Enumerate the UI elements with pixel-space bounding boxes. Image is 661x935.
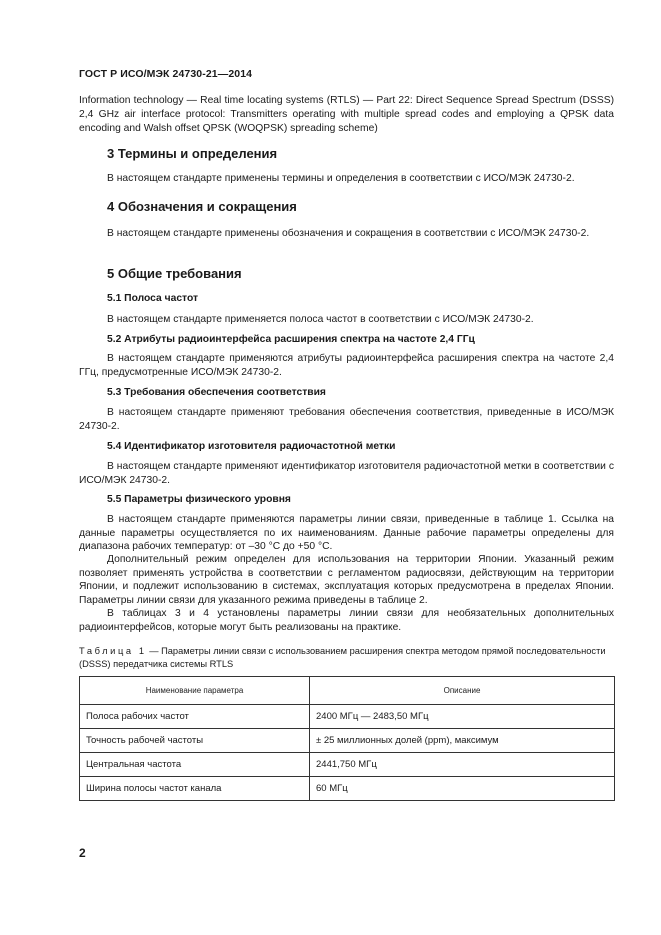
section-4-title: 4 Обозначения и сокращения [107, 199, 297, 214]
table-1-caption-text: — Параметры линии связи с использованием расширения спектра методом прямой последовательности (DSSS) передатчика системы RTLS [79, 646, 606, 669]
section-3-title: 3 Термины и определения [107, 146, 278, 161]
table-cell-parameter: Центральная частота [80, 753, 310, 777]
section-4-text: В настоящем стандарте применены обозначения и сокращения в соответствии с ИСО/МЭК 24730-2. [107, 228, 590, 239]
standard-header: ГОСТ Р ИСО/МЭК 24730-21—2014 [79, 68, 253, 80]
table-cell-parameter: Полоса рабочих частот [80, 705, 310, 729]
table-cell-description: 60 МГц [310, 777, 615, 801]
section-5-3-title: 5.3 Требования обеспечения соответствия [107, 387, 326, 398]
table-1-caption [79, 645, 614, 671]
section-5-1-text: В настоящем стандарте применяется полоса частот в соответствии с ИСО/МЭК 24730-2. [107, 314, 534, 325]
section-3-text: В настоящем стандарте применены термины и определения в соответствии с ИСО/МЭК 24730-2. [107, 173, 575, 184]
table-row [80, 777, 615, 801]
section-5-4-text: В настоящем стандарте применяют идентификатор изготовителя радиочастотной метки в соответствии с ИСО/МЭК 24730-2. [79, 461, 614, 486]
section-5-2-text: В настоящем стандарте применяются атрибуты радиоинтерфейса расширения спектра на частоте 2,4 ГГц, предусмотренные ИСО/МЭК 24730-2. [79, 353, 614, 378]
table-cell-description: 2441,750 МГц [310, 753, 615, 777]
table-cell-description: 2400 МГц — 2483,50 МГц [310, 705, 615, 729]
section-5-4-title: 5.4 Идентификатор изготовителя радиочастотной метки [107, 441, 396, 452]
table-row [80, 729, 615, 753]
table-cell-description: ± 25 миллионных долей (ppm), максимум [310, 729, 615, 753]
table-1-label: Таблица 1 [79, 646, 147, 656]
table-1 [79, 676, 615, 801]
reference-text: Information technology — Real time locating systems (RTLS) — Part 22: Direct Sequence Spread Spectrum (DSSS) 2,4 GHz air interface protocol: Transmitters operating with multiple spread codes and employing a QPSK data encoding and Walsh offset QPSK (WOQPSK) spreading scheme) [79, 95, 614, 134]
section-5-3-text: В настоящем стандарте применяют требования обеспечения соответствия, приведенные в ИСО/МЭК 24730-2. [79, 407, 614, 432]
table-header-row [80, 677, 615, 705]
section-5-title: 5 Общие требования [107, 266, 242, 281]
section-5-5-paragraph-2: Дополнительный режим определен для использования на территории Японии. Указанный режим позволяет применять устройства в соответствии с регламентом радиосвязи, действующим на территории Японии, и подлежит использованию в системах, эксплуатация которых предусмотрена в пределах Японии. Параметры линии связи для указанного режима приведены в таблице 2. [79, 554, 614, 606]
table-cell-parameter: Ширина полосы частот канала [80, 777, 310, 801]
table-row [80, 705, 615, 729]
section-5-5-paragraph-1: В настоящем стандарте применяются параметры линии связи, приведенные в таблице 1. Ссылка на данные параметры осуществляется по их наименованиям. Данные рабочие параметры определены для диапазона рабочих температур: от –30 °С до +50 °С. [79, 514, 614, 552]
section-5-2-title: 5.2 Атрибуты радиоинтерфейса расширения спектра на частоте 2,4 ГГц [107, 334, 475, 345]
section-5-5-paragraph-3: В таблицах 3 и 4 установлены параметры линии связи для необязательных дополнительных радиоинтерфейсов, которые могут быть реализованы на практике. [79, 608, 614, 633]
page-number: 2 [79, 846, 86, 860]
table-cell-parameter: Точность рабочей частоты [80, 729, 310, 753]
section-5-5-title: 5.5 Параметры физического уровня [107, 494, 291, 505]
table-header-description: Описание [310, 677, 615, 705]
table-header-parameter: Наименование параметра [80, 677, 310, 705]
table-row [80, 753, 615, 777]
section-5-1-title: 5.1 Полоса частот [107, 293, 199, 304]
